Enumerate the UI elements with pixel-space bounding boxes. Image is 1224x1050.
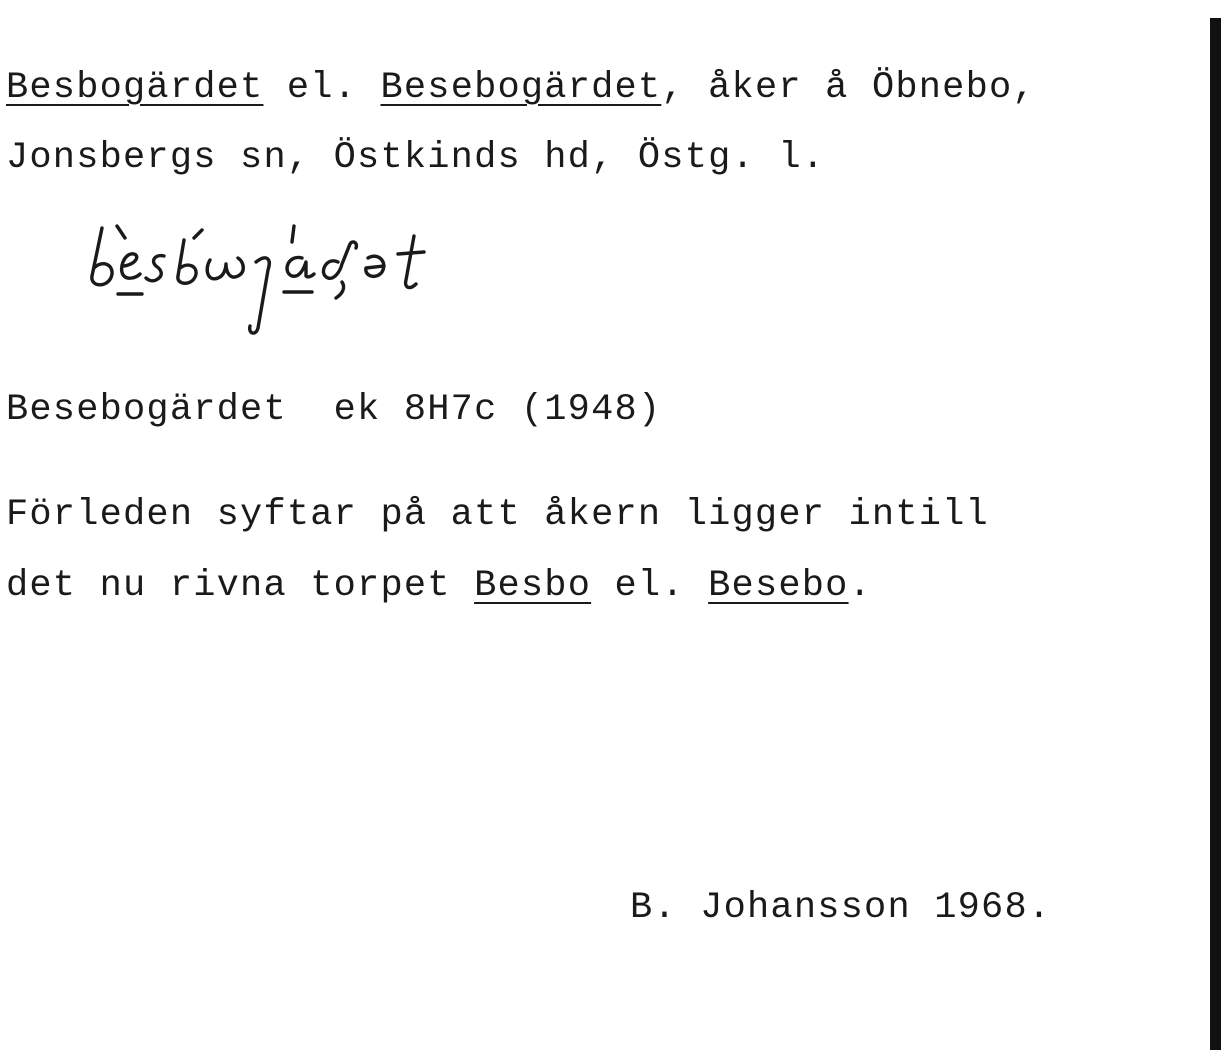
separator-el: el. [263,67,381,109]
etymology-line-2 [6,565,872,607]
etymology-prefix: det nu rivna torpet [6,565,475,607]
etymology-suffix: . [848,565,872,607]
croft-name-primary: Besbo [474,565,592,607]
map-reference-line: Besebogärdet ek 8H7c (1948) [6,389,662,431]
author-signature: B. Johansson 1968. [630,887,1052,929]
place-name-primary: Besbogärdet [6,67,264,109]
place-description: , åker å Öbnebo, [661,67,1036,109]
separator-el: el. [591,565,709,607]
place-name-variant: Besebogärdet [380,67,662,109]
etymology-line-1: Förleden syftar på att åkern ligger intill [6,494,989,536]
croft-name-variant: Besebo [708,565,849,607]
parish-district-line: Jonsbergs sn, Östkinds hd, Östg. l. [6,137,826,179]
handwritten-phonetic-transcription [80,218,480,348]
heading-line [6,67,1036,109]
card-edge-border [1210,18,1221,1050]
